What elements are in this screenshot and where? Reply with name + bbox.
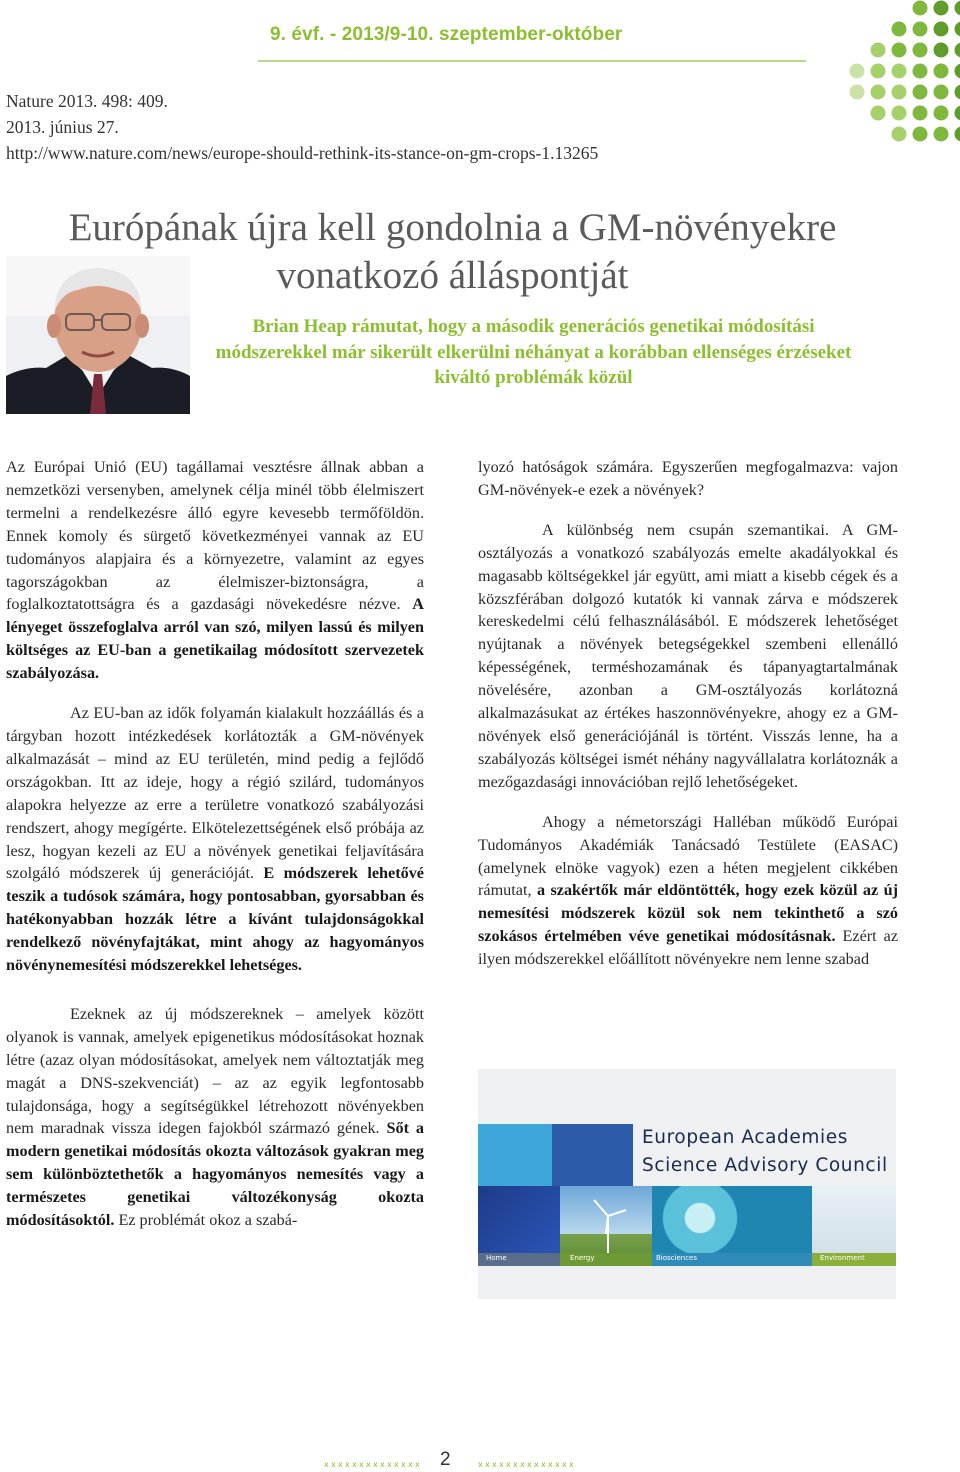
paragraph-6 [478,811,898,971]
ornament-mark: x [534,1461,539,1467]
paragraph-3-text: Ezeknek az új módszereknek – amelyek között olyanok is vannak, amelyek epigenetikus módosításokat hoznak létre (azaz olyan módosításokat, amelyek nem változtatják meg magát a DNS-szekvenciát) – az az egyik legfontosabb tulajdonsága, hogy a segítségükkel létrehozott növényekben nem maradnak vissza idegen fajokból származó gének. [6,1004,424,1138]
ornament-mark: x [359,1461,364,1467]
ornament-mark: x [352,1461,357,1467]
ornament-mark: x [555,1461,560,1467]
paragraph-6-bold: a szakértők már eldöntötték, hogy ezek közül az új nemesítési módszerek közül sok nem tekinthető a szó szokásos értelmében véve genetikai módosításnak. [478,881,899,946]
paragraph-6-text: Ahogy a németországi Halléban működő Európai Tudományos Akadémiák Tanácsadó Testülete (EASAC) (amelynek elnöke vagyok) ezen a héten megjelent cikkében rámutat, [478,812,898,900]
paragraph-4: lyozó hatóságok számára. Egyszerűen megfogalmazva: vajon GM-növények-e ezek a növények? [478,458,898,499]
decorative-dot [871,43,886,58]
ornament-mark: x [345,1461,350,1467]
decorative-dot [934,22,949,37]
decorative-dot [913,22,928,37]
decorative-dot [913,106,928,121]
nav-environment[interactable]: Environment [820,1254,865,1262]
paragraph-2 [6,702,424,977]
decorative-dot [934,64,949,79]
ornament-mark: x [366,1461,371,1467]
decorative-dot [955,85,960,100]
nav-energy[interactable]: Energy [570,1254,595,1262]
decorative-dot [871,64,886,79]
decorative-dot [913,64,928,79]
paragraph-2-bold: E módszerek lehetővé teszik a tudósok számára, hogy pontosabban, gyorsabban és hatékonyabban hozzák létre a kívánt tulajdonságokkal rendelkező növényfajtákat, mint ahogy az hagyományos növénynemesítési módszerekkel lehetséges. [6,864,424,975]
paragraph-5: A különbség nem csupán szemantikai. A GM-osztályozás a vonatkozó szabályozás emelte akadályokkal és magasabb költségekkel jár együtt, ami miatt a kisebb cégek és a közszférában dolgozó kutatók ki vannak zárva e módszerek kereskedelmi célú felhasználásából. E módszerek lehetőséget nyújtanak a növények betegségekkel szembeni ellenálló képességének, terméshozamának és tápanyagtartalmának növelésére, azonban a GM-osztályozás korlátozná alkalmazásukat az értékes haszonnövényekre, ahogy ez a GM-növények első generációjánál is történt. Visszás lenne, ha a szabályozás költségei ismét néhány nagyvállalatra korlátoznák a mezőgazdasági innovációban rejlő lehetőségeket. [478,520,898,791]
paragraph-6-tail: Ezért az ilyen módszerekkel előállított növényekre nem lenne szabad [478,927,898,969]
decorative-dot [913,127,928,142]
ornament-mark: x [387,1461,392,1467]
ornament-mark: x [324,1461,329,1467]
ornament-mark: x [506,1461,511,1467]
decorative-dot-pattern [826,0,960,158]
decorative-dot [892,127,907,142]
decorative-dot [913,1,928,16]
decorative-dot [934,1,949,16]
paragraph-3 [6,1003,424,1232]
author-photo [6,256,190,414]
source-date: 2013. június 27. [6,117,119,137]
ornament-mark: x [541,1461,546,1467]
paragraph-1-text: Az Európai Unió (EU) tagállamai vesztésre állnak abban a nemzetközi versenyben, amelynek célja minél több élelmiszert termelni a rendelkezésre álló egyre kevesebb termőföldön. Ennek komoly és sürgető következményei vannak az EU tudományos alapjaira és a környezetre, valamint az egyes tagországokban az élelmiszer-biztonságra, a foglalkoztatottságra és a gazdasági növekedésre nézve. [6,458,424,614]
decorative-dot [892,106,907,121]
article-lede: Brian Heap rámutat, hogy a második generációs genetikai módosítási módszerekkel már sikerült elkerülni néhányat a korábban ellenséges érzéseket kiváltó problémák közül [215,316,852,388]
source-journal: Nature 2013. 498: 409. [6,91,168,111]
decorative-dot [955,1,960,16]
decorative-dot [892,64,907,79]
ornament-mark: x [569,1461,574,1467]
decorative-dot [934,106,949,121]
decorative-dot [913,85,928,100]
ornament-mark: x [415,1461,420,1467]
ornament-mark: x [527,1461,532,1467]
ornament-mark: x [380,1461,385,1467]
ornament-mark: x [373,1461,378,1467]
decorative-dot [934,85,949,100]
paragraph-2-text: Az EU-ban az idők folyamán kialakult hozzáállás és a tárgyban hozott intézkedések korlátozták a GM-növények alkalmazását – mind az EU területén, mind pedig a fejlődő országokban. Itt az ideje, hogy a régió szilárd, tudományos alapokra helyezze az erre a területre vonatkozó szabályozási rendszert, ahogy megígérte. Elkötelezettségének első próbája az lesz, hogyan kezeli az EU a növények genetikai feljavítására szolgáló módszerek új generációját. [6,704,424,883]
source-url-link[interactable]: http://www.nature.com/news/europe-should-rethink-its-stance-on-gm-crops-1.13265 [6,143,599,163]
article-title-line1: Európának újra kell gondolnia a GM-növényekre [68,206,837,249]
paragraph-1 [6,456,424,685]
easac-name-line2: Science Advisory Council [642,1155,888,1176]
nav-home[interactable]: Home [486,1254,507,1262]
text-column-left [6,456,424,1249]
footer-ornament-right [478,1461,578,1467]
paragraph-3-tail: Ez problémát okoz a szabá- [114,1211,298,1230]
decorative-dot [955,127,960,142]
nav-biosciences[interactable]: Biosciences [656,1254,698,1262]
decorative-dot [913,43,928,58]
decorative-dot [871,85,886,100]
easac-full-name [642,1124,888,1180]
header-rule [258,60,806,62]
easac-nav-bar [478,1253,896,1266]
ornament-mark: x [492,1461,497,1467]
ornament-mark: x [513,1461,518,1467]
decorative-dot [892,43,907,58]
decorative-dot [892,22,907,37]
decorative-dot [955,106,960,121]
source-citation [6,88,598,166]
text-column-right [478,456,898,988]
easac-logo [478,1124,633,1186]
ornament-mark: x [401,1461,406,1467]
decorative-dot [934,43,949,58]
decorative-dot [955,43,960,58]
decorative-dot [955,64,960,79]
ornament-mark: x [548,1461,553,1467]
ornament-mark: x [478,1461,483,1467]
page-number: 2 [440,1449,451,1470]
paragraph-3-bold: Sőt a modern genetikai módosítás okozta változások gyakran meg sem különböztethetők a hagyományos nemesítés vagy a természetes genetikai változékonyság okozta módosításoktól. [6,1119,424,1230]
easac-banner [478,1069,896,1299]
decorative-dot [892,85,907,100]
decorative-dot [934,127,949,142]
article-title-line2: vonatkozó álláspontját [276,254,629,297]
ornament-mark: x [520,1461,525,1467]
decorative-dot [955,22,960,37]
ornament-mark: x [338,1461,343,1467]
ornament-mark: x [499,1461,504,1467]
decorative-dot [850,85,865,100]
easac-name-line1: European Academies [642,1127,848,1148]
decorative-dot [850,64,865,79]
ornament-mark: x [562,1461,567,1467]
footer-ornament-left [324,1461,424,1467]
ornament-mark: x [331,1461,336,1467]
paragraph-1-bold: A lényeget összefoglalva arról van szó, milyen lassú és milyen költséges az EU-ban a genetikailag módosított szervezetek szabályozása. [6,595,424,683]
issue-header: 9. évf. - 2013/9-10. szeptember-október [270,24,623,45]
ornament-mark: x [394,1461,399,1467]
ornament-mark: x [408,1461,413,1467]
ornament-mark: x [485,1461,490,1467]
decorative-dot [871,106,886,121]
